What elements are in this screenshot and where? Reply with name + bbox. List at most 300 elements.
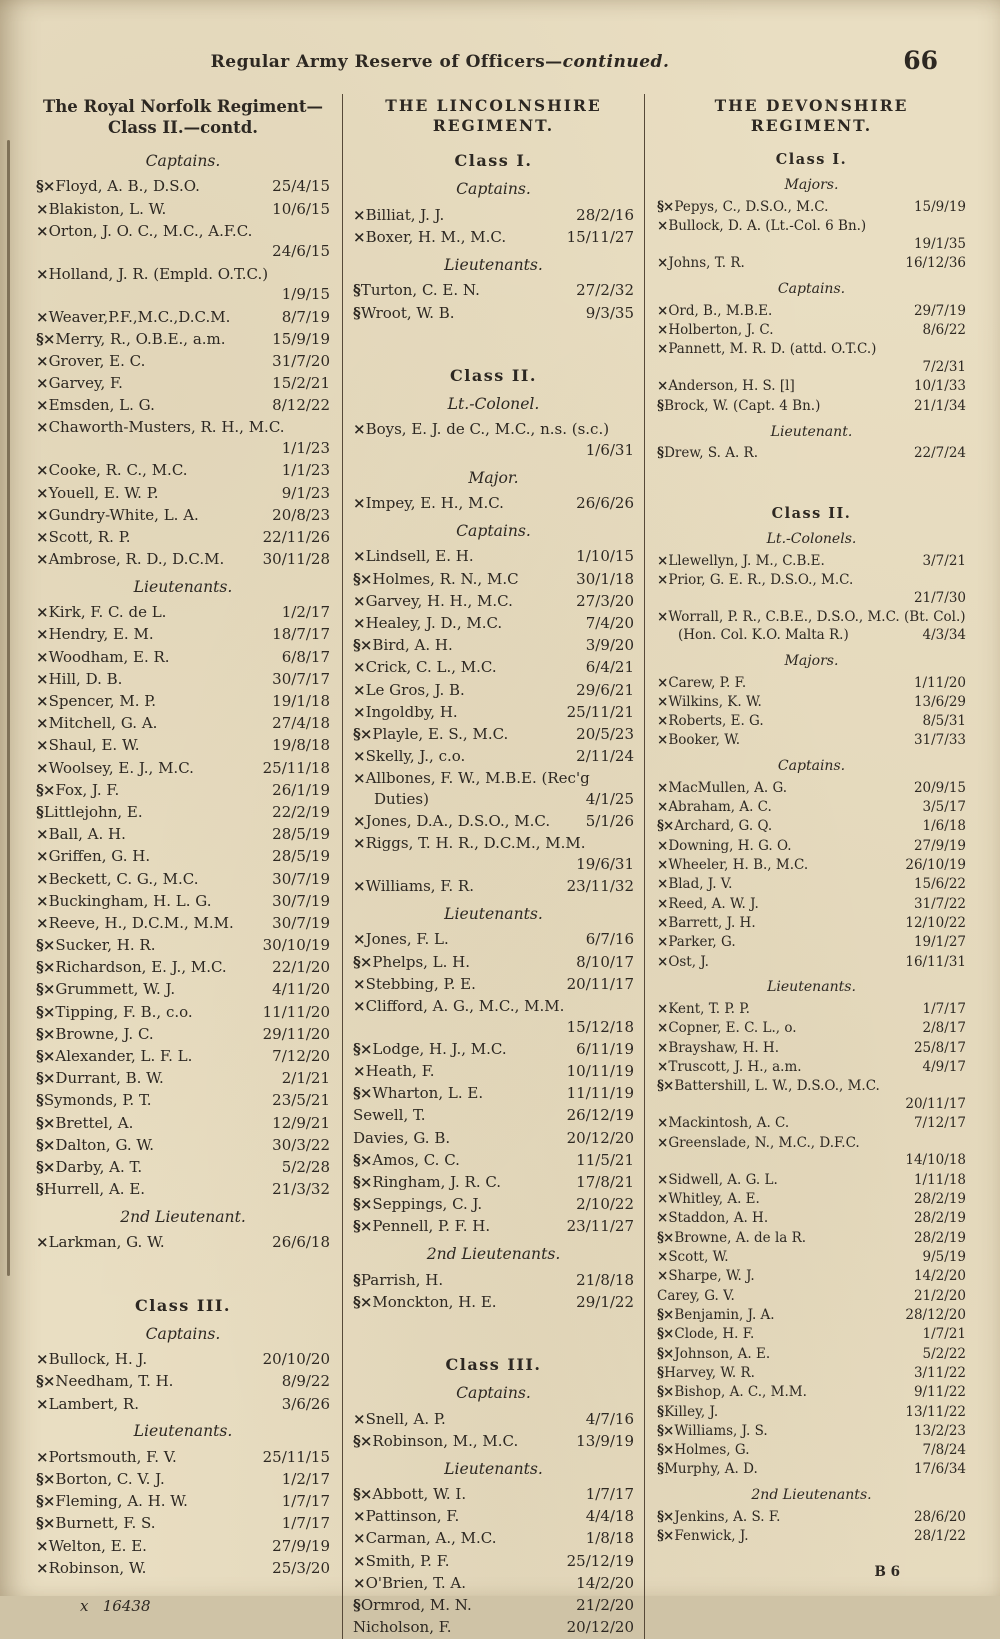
service-marks: × <box>657 321 668 338</box>
officer-name: Woolsey, E. J., M.C. <box>48 758 194 777</box>
commission-date: 20/9/15 <box>913 779 966 796</box>
service-marks: × <box>657 837 668 854</box>
rank-heading: Captains. <box>145 1324 221 1343</box>
officer-name: Pepys, C., D.S.O., M.C. <box>674 198 829 215</box>
officer-entry <box>353 996 634 1037</box>
officer-name: Bullock, D. A. (Lt.-Col. 6 Bn.) <box>668 218 867 235</box>
regiment-title <box>36 96 330 139</box>
service-marks: × <box>657 1171 668 1188</box>
commission-date: 4/7/16 <box>585 1409 634 1428</box>
service-marks: × <box>36 461 48 480</box>
regiment-title-line: THE LINCOLNSHIRE <box>385 96 602 115</box>
officer-name: Jones, D.A., D.S.O., M.C. <box>365 812 551 831</box>
officer-name: Downing, H. G. O. <box>668 837 792 854</box>
officer-entry <box>36 1491 330 1512</box>
officer-name: Bird, A. H. <box>372 636 453 655</box>
officer-entry <box>353 929 634 950</box>
service-marks: §× <box>353 1150 372 1169</box>
commission-date: 9/1/23 <box>281 483 330 502</box>
officer-name: Abraham, A. C. <box>668 799 772 816</box>
officer-entry <box>36 647 330 668</box>
officer-entry <box>657 1059 966 1077</box>
officer-name: Hill, D. B. <box>48 669 123 688</box>
service-marks: × <box>657 934 668 951</box>
regiment-title <box>657 96 966 136</box>
service-marks: × <box>657 1058 668 1075</box>
officer-entry <box>657 553 966 571</box>
regiment-column <box>644 94 972 1639</box>
service-marks: × <box>657 552 668 569</box>
officer-entry <box>36 1002 330 1023</box>
commission-date: 23/11/32 <box>566 877 634 896</box>
service-marks: §× <box>353 1173 372 1192</box>
officer-entry <box>657 572 966 608</box>
service-marks: § <box>657 1461 664 1478</box>
officer-entry <box>353 303 634 324</box>
officer-name: Kirk, F. C. de L. <box>48 603 167 622</box>
officer-entry <box>353 1150 634 1171</box>
officer-name: Durrant, B. W. <box>55 1069 164 1088</box>
service-marks: × <box>36 1558 48 1577</box>
regiment-column <box>342 94 644 1639</box>
service-marks: × <box>657 1191 668 1208</box>
officer-name: Skelly, J., c.o. <box>365 747 466 766</box>
commission-date: 4/1/25 <box>585 790 634 809</box>
service-marks: × <box>36 351 48 370</box>
officer-entry <box>353 1409 634 1430</box>
service-marks: × <box>353 997 365 1016</box>
officer-entry <box>657 1423 966 1441</box>
officer-name: Reeve, H., D.C.M., M.M. <box>48 913 234 932</box>
service-marks: § <box>353 1270 360 1289</box>
officer-entry <box>36 780 330 801</box>
regiment-title-line: The Royal Norfolk Regiment— <box>43 97 323 116</box>
officer-name: Pannett, M. R. D. (attd. O.T.C.) <box>668 341 877 358</box>
officer-name: Nicholson, F. <box>353 1618 452 1637</box>
officer-entry <box>657 1135 966 1171</box>
officer-entry <box>36 624 330 645</box>
service-marks: §× <box>36 1113 55 1132</box>
officer-name: Weaver,P.F.,M.C.,D.C.M. <box>48 307 231 326</box>
class-heading: Class II. <box>450 365 537 385</box>
officer-entry <box>36 957 330 978</box>
commission-date: 21/1/34 <box>913 397 966 414</box>
officer-name: Crick, C. L., M.C. <box>365 658 497 677</box>
officer-name: Robinson, W. <box>48 1558 147 1577</box>
officer-entry <box>36 199 330 220</box>
officer-name: Allbones, F. W., M.B.E. (Rec'g Duties) <box>365 769 590 809</box>
service-marks: §× <box>657 818 674 835</box>
officer-name: Bishop, A. C., M.M. <box>674 1384 807 1401</box>
commission-date: 5/1/26 <box>585 812 634 831</box>
officer-name: Reed, A. W. J. <box>668 895 759 912</box>
service-marks: § <box>36 802 43 821</box>
officer-entry <box>36 735 330 756</box>
service-marks: §× <box>657 1229 674 1246</box>
officer-name: Murphy, A. D. <box>664 1461 758 1478</box>
commission-date: 23/11/27 <box>566 1217 634 1236</box>
commission-date: 7/8/24 <box>922 1442 966 1459</box>
service-marks: × <box>36 825 48 844</box>
service-marks: × <box>657 341 668 358</box>
officer-entry <box>657 1442 966 1460</box>
officer-name: Prior, G. E. R., D.S.O., M.C. <box>668 572 854 589</box>
officer-name: Scott, W. <box>668 1249 729 1266</box>
officer-name: Fox, J. F. <box>55 780 120 799</box>
service-marks: × <box>657 779 668 796</box>
commission-date: 19/1/27 <box>913 934 966 951</box>
service-marks: × <box>353 1573 365 1592</box>
officer-entry <box>657 857 966 875</box>
officer-name: Healey, J. D., M.C. <box>365 614 503 633</box>
service-marks: §× <box>36 1024 55 1043</box>
officer-name: Boxer, H. M., M.C. <box>365 228 507 247</box>
commission-date: 1/10/15 <box>576 547 634 566</box>
officer-name: Parker, G. <box>668 934 736 951</box>
officer-name: Heath, F. <box>365 1062 435 1081</box>
officer-entry <box>353 1039 634 1060</box>
officer-name: Clifford, A. G., M.C., M.M. <box>365 997 565 1016</box>
commission-date: 12/10/22 <box>905 915 966 931</box>
officer-entry <box>36 669 330 690</box>
commission-date: 14/2/20 <box>913 1268 966 1285</box>
commission-date: 30/1/18 <box>576 569 634 588</box>
commission-date: 4/11/20 <box>272 980 330 999</box>
officer-entry <box>36 758 330 779</box>
officer-entry <box>657 799 966 817</box>
officer-entry <box>36 1179 330 1200</box>
officer-name: Anderson, H. S. [l] <box>668 378 795 395</box>
commission-date: 19/6/31 <box>576 855 634 874</box>
commission-date: 14/2/20 <box>576 1573 634 1592</box>
service-marks: × <box>657 876 668 893</box>
commission-date: 1/1/23 <box>281 461 330 480</box>
service-marks: × <box>36 396 48 415</box>
officer-entry <box>353 833 634 874</box>
service-marks: § <box>657 1364 664 1381</box>
commission-date: 1/2/17 <box>281 603 330 622</box>
service-marks: × <box>36 647 48 666</box>
commission-date: 21/7/30 <box>913 590 966 607</box>
officer-name: Smith, P. F. <box>365 1551 450 1570</box>
service-marks: §× <box>36 1492 55 1511</box>
officer-entry <box>657 1115 966 1133</box>
commission-date: 8/5/31 <box>922 713 966 730</box>
commission-date: 31/7/22 <box>913 895 966 912</box>
officer-entry <box>36 602 330 623</box>
officer-entry <box>353 811 634 832</box>
officer-entry <box>657 1404 966 1422</box>
officer-entry <box>36 527 330 548</box>
officer-entry <box>353 1528 634 1549</box>
officer-entry <box>657 896 966 914</box>
rank-heading: Lieutenants. <box>767 979 856 996</box>
officer-entry <box>657 255 966 273</box>
service-marks: × <box>36 1447 48 1466</box>
officer-entry <box>353 1128 634 1149</box>
service-marks: × <box>36 758 48 777</box>
commission-date: 7/4/20 <box>585 614 634 633</box>
service-marks: × <box>657 1039 668 1056</box>
officer-name: Lambert, R. <box>48 1394 139 1413</box>
officer-name: Cooke, R. C., M.C. <box>48 461 188 480</box>
officer-name: Ost, J. <box>668 953 709 970</box>
service-marks: × <box>36 1350 48 1369</box>
commission-date: 12/9/21 <box>272 1113 330 1132</box>
officer-entry <box>657 1249 966 1267</box>
print-code: x 16438 <box>80 1597 151 1616</box>
officer-name: Beckett, C. G., M.C. <box>48 869 199 888</box>
officer-name: Monckton, H. E. <box>372 1292 497 1311</box>
officer-entry <box>36 979 330 1000</box>
commission-date: 13/2/23 <box>913 1422 966 1439</box>
service-marks: × <box>657 799 668 816</box>
commission-date: 19/1/18 <box>272 692 330 711</box>
officer-entry <box>657 378 966 396</box>
officer-name: Browne, J. C. <box>55 1024 154 1043</box>
officer-name: Holmes, G. <box>674 1442 750 1459</box>
officer-name: Ball, A. H. <box>48 825 126 844</box>
officer-entry <box>657 915 966 933</box>
officer-name: Battershill, L. W., D.S.O., M.C. <box>674 1078 880 1095</box>
officer-name: Wheeler, H. B., M.C. <box>668 857 809 874</box>
commission-date: 27/3/20 <box>576 591 634 610</box>
columns <box>30 94 972 1639</box>
commission-date: 27/9/19 <box>272 1536 330 1555</box>
commission-date: 7/12/20 <box>272 1047 330 1066</box>
officer-entry <box>353 1595 634 1616</box>
service-marks: §× <box>36 1372 55 1391</box>
service-marks: × <box>353 494 365 513</box>
officer-entry <box>657 1509 966 1527</box>
service-marks: × <box>36 869 48 888</box>
class-heading: Class II. <box>771 505 852 523</box>
commission-date: 28/2/19 <box>913 1210 966 1227</box>
officer-entry <box>353 876 634 897</box>
class-heading: Class III. <box>445 1354 542 1374</box>
service-marks: § <box>36 1180 43 1199</box>
officer-name: Portsmouth, F. V. <box>48 1447 177 1466</box>
officer-name: Llewellyn, J. M., C.B.E. <box>668 552 825 569</box>
service-marks: §× <box>353 1039 372 1058</box>
rank-heading: Major. <box>468 468 519 487</box>
commission-date: 9/11/22 <box>913 1384 966 1401</box>
officer-entry <box>353 1292 634 1313</box>
commission-date: 15/9/19 <box>272 329 330 348</box>
commission-date: 11/11/20 <box>262 1002 330 1021</box>
officer-name: Wilkins, K. W. <box>668 693 762 710</box>
officer-name: Gundry-White, L. A. <box>48 505 199 524</box>
officer-entry <box>36 691 330 712</box>
officer-name: Borton, C. V. J. <box>55 1469 165 1488</box>
officer-name: Harvey, W. R. <box>664 1364 755 1381</box>
commission-date: 28/2/19 <box>913 1191 966 1208</box>
service-marks: × <box>657 378 668 395</box>
service-marks: × <box>657 218 668 235</box>
commission-date: 31/7/33 <box>913 732 966 749</box>
commission-date: 2/11/24 <box>576 747 634 766</box>
commission-date: 20/10/20 <box>262 1350 330 1369</box>
service-marks: × <box>353 658 365 677</box>
service-marks: §× <box>353 1217 372 1236</box>
signature-mark: B 6 <box>874 1563 900 1580</box>
rank-heading: Captains. <box>777 758 846 775</box>
officer-entry <box>36 913 330 934</box>
officer-name: Davies, G. B. <box>353 1128 451 1147</box>
officer-name: Burnett, F. S. <box>55 1514 156 1533</box>
officer-name: Buckingham, H. L. G. <box>48 891 212 910</box>
rank-heading: Lieutenant. <box>770 423 853 440</box>
officer-name: Staddon, A. H. <box>668 1210 769 1227</box>
officer-name: Stebbing, P. E. <box>365 974 476 993</box>
officer-name: O'Brien, T. A. <box>365 1573 467 1592</box>
commission-date: 15/12/18 <box>566 1017 634 1036</box>
commission-date: 11/11/19 <box>566 1084 634 1103</box>
officer-entry <box>353 702 634 723</box>
rank-heading: Majors. <box>784 653 839 669</box>
service-marks: × <box>36 418 48 437</box>
commission-date: 19/8/18 <box>272 736 330 755</box>
officer-entry <box>36 351 330 372</box>
commission-date: 15/9/19 <box>913 198 966 215</box>
officer-entry <box>657 1326 966 1344</box>
service-marks: × <box>36 264 48 283</box>
service-marks: §× <box>36 1135 55 1154</box>
officer-entry <box>657 609 966 645</box>
officer-name: Turton, C. E. N. <box>360 281 480 300</box>
officer-name: Greenslade, N., M.C., D.F.C. <box>668 1134 860 1151</box>
service-marks: × <box>353 812 365 831</box>
commission-date: 10/1/33 <box>913 378 966 395</box>
commission-date: 15/2/21 <box>272 374 330 393</box>
commission-date: 29/11/20 <box>262 1024 330 1043</box>
commission-date: 28/5/19 <box>272 825 330 844</box>
officer-name: Garvey, H. H., M.C. <box>365 591 513 610</box>
officer-name: Abbott, W. I. <box>372 1485 467 1504</box>
service-marks: §× <box>657 1078 674 1095</box>
commission-date: 20/11/17 <box>566 974 634 993</box>
commission-date: 28/1/22 <box>913 1528 966 1545</box>
commission-date: 17/8/21 <box>576 1173 634 1192</box>
service-marks: × <box>353 591 365 610</box>
regiment-title-line: THE DEVONSHIRE <box>714 96 909 115</box>
page-header-continued: continued. <box>562 52 670 72</box>
service-marks: × <box>353 1507 365 1526</box>
commission-date: 8/7/19 <box>281 307 330 326</box>
class-heading: Class III. <box>135 1295 231 1315</box>
commission-date: 26/6/26 <box>576 494 634 513</box>
officer-name: Lindsell, E. H. <box>365 547 474 566</box>
officer-name: Pattinson, F. <box>365 1507 460 1526</box>
service-marks: §× <box>657 1345 674 1362</box>
commission-date: 31/7/20 <box>272 351 330 370</box>
service-marks: §× <box>657 1306 674 1323</box>
rank-heading: Lieutenants. <box>133 577 233 596</box>
officer-entry <box>657 1384 966 1402</box>
rank-heading: 2nd Lieutenant. <box>120 1207 246 1226</box>
page-header-main: Regular Army Reserve of Officers— <box>210 52 563 72</box>
officer-entry <box>353 1216 634 1237</box>
service-marks: × <box>353 834 365 853</box>
officer-entry <box>36 824 330 845</box>
officer-name: Jenkins, A. S. F. <box>674 1508 781 1525</box>
service-marks: × <box>353 930 365 949</box>
service-marks: × <box>353 702 365 721</box>
rank-heading: 2nd Lieutenants. <box>426 1245 561 1264</box>
commission-date: 1/9/15 <box>281 285 330 304</box>
officer-name: Woodham, E. R. <box>48 647 170 666</box>
service-marks: × <box>353 747 365 766</box>
commission-date: 7/2/31 <box>922 359 966 376</box>
section-gap <box>657 464 966 490</box>
service-marks: §× <box>657 1326 674 1343</box>
officer-entry <box>657 675 966 693</box>
regiment-title <box>353 96 634 136</box>
officer-entry <box>353 1506 634 1527</box>
commission-date: 13/6/29 <box>913 693 966 710</box>
officer-entry <box>353 569 634 590</box>
officer-name: Booker, W. <box>668 732 741 749</box>
officer-name: Holberton, J. C. <box>668 321 774 338</box>
officer-entry <box>353 952 634 973</box>
commission-date: 21/2/20 <box>913 1287 966 1304</box>
service-marks: §× <box>36 780 55 799</box>
officer-name: Bullock, H. J. <box>48 1350 148 1369</box>
section-gap <box>36 1255 330 1281</box>
rank-heading: Captains. <box>456 1384 531 1403</box>
officer-entry <box>36 1394 330 1415</box>
page-header <box>0 52 880 72</box>
commission-date: 1/11/20 <box>913 674 966 691</box>
officer-entry <box>36 1371 330 1392</box>
commission-date: 3/6/26 <box>281 1394 330 1413</box>
officer-entry <box>353 613 634 634</box>
regiment-title-line: Class II.—contd. <box>107 118 259 138</box>
service-marks: §× <box>36 1157 55 1176</box>
officer-name: Robinson, M., M.C. <box>372 1431 519 1450</box>
officer-entry <box>36 307 330 328</box>
commission-date: 28/6/20 <box>913 1508 966 1525</box>
service-marks: §× <box>657 1508 674 1525</box>
rank-heading: Lt.-Colonels. <box>766 531 857 548</box>
officer-name: Griffen, G. H. <box>48 847 151 866</box>
service-marks: §× <box>36 177 55 196</box>
officer-name: Holland, J. R. (Empld. O.T.C.) <box>48 264 269 283</box>
service-marks: × <box>657 953 668 970</box>
officer-name: Merry, R., O.B.E., a.m. <box>55 329 226 348</box>
officer-entry <box>657 398 966 416</box>
officer-name: Barrett, J. H. <box>668 915 756 931</box>
officer-name: Chaworth-Musters, R. H., M.C. <box>48 418 285 437</box>
officer-entry <box>657 1528 966 1546</box>
commission-date: 24/6/15 <box>272 242 330 261</box>
commission-date: 29/6/21 <box>576 680 634 699</box>
service-marks: §× <box>353 1084 372 1103</box>
officer-name: Hurrell, A. E. <box>43 1180 146 1199</box>
officer-name: Shaul, E. W. <box>48 736 140 755</box>
rank-heading: Lieutenants. <box>444 904 543 923</box>
officer-name: Sewell, T. <box>353 1106 426 1125</box>
officer-entry <box>657 713 966 731</box>
class-heading: Class I. <box>454 151 533 171</box>
service-marks: §× <box>353 1292 372 1311</box>
service-marks: × <box>36 1536 48 1555</box>
service-marks: §× <box>657 1384 674 1401</box>
commission-date: 30/7/19 <box>272 891 330 910</box>
commission-date: 1/7/17 <box>585 1485 634 1504</box>
commission-date: 21/2/20 <box>576 1595 634 1614</box>
commission-date: 1/7/17 <box>281 1514 330 1533</box>
